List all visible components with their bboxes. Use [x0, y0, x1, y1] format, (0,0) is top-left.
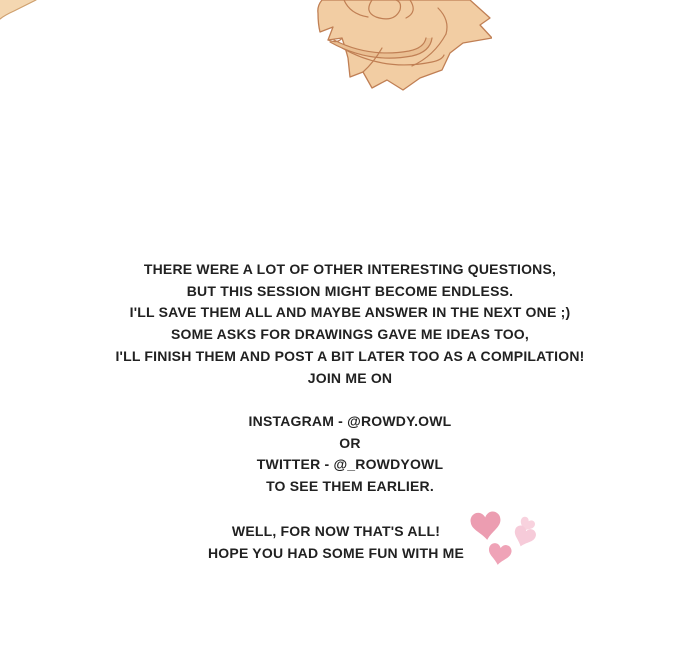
note-line: HOPE YOU HAD SOME FUN WITH ME: [208, 544, 464, 561]
note-paragraph-main: [2, 259, 698, 389]
heart-shape: [470, 511, 502, 541]
note-line: WELL, FOR NOW THAT'S ALL!: [231, 523, 441, 539]
note-line: I'LL FINISH THEM AND POST A BIT LATER TOO AS A COMPILATION!: [115, 347, 585, 364]
note-paragraph-socials: [2, 411, 698, 498]
note-line: BUT THIS SESSION MIGHT BECOME ENDLESS.: [186, 282, 514, 299]
note-line: SOME ASKS FOR DRAWINGS GAVE ME IDEAS TOO,: [171, 326, 529, 343]
rose-icon: [314, 0, 492, 95]
instagram-handle-line: INSTAGRAM - @ROWDY.OWL: [248, 413, 452, 429]
corner-petal-icon: [0, 0, 40, 22]
heart-medium-icon: [486, 542, 512, 567]
twitter-handle-line: TWITTER - @_ROWDYOWL: [256, 456, 444, 473]
note-line: THERE WERE A LOT OF OTHER INTERESTING QUESTIONS,: [143, 261, 557, 277]
note-line: I'LL SAVE THEM ALL AND MAYBE ANSWER IN THE NEXT ONE ;): [129, 304, 571, 321]
note-line: JOIN ME ON: [307, 369, 393, 386]
heart-shape: [486, 542, 512, 567]
note-line: TO SEE THEM EARLIER.: [266, 478, 434, 495]
note-line: OR: [339, 434, 361, 451]
note-paragraph-closing: [0, 521, 672, 564]
heart-large-icon: [470, 511, 502, 542]
